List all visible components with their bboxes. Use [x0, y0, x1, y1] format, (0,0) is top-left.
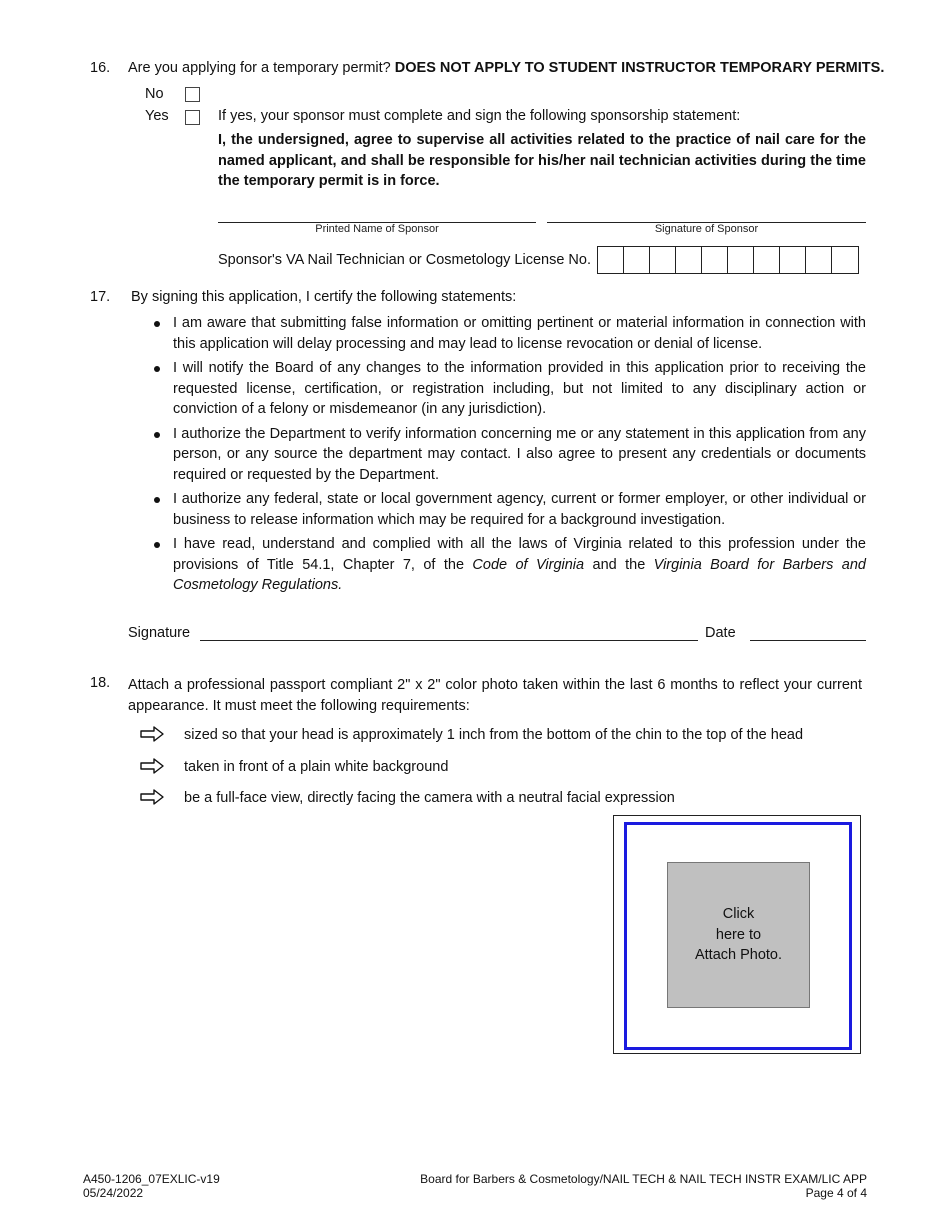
- no-label: No: [145, 86, 164, 102]
- date-label: Date: [705, 625, 736, 641]
- q18-number: 18.: [90, 675, 111, 691]
- certification-item: I am aware that submitting false information or omitting pertinent or material information in connection with this application will delay processing and may lead to license revocation or denial of license.: [150, 313, 866, 354]
- bullet-icon: [154, 366, 160, 372]
- bullet-icon: [154, 542, 160, 548]
- sponsorship-statement: I, the undersigned, agree to supervise all activities related to the practice of nail care for the named applicant, and shall be responsible for his/her nail technician activities during the time the temporary permit is in force.: [218, 132, 866, 189]
- certification-item: I authorize the Department to verify information concerning me or any statement in this application from any person, or any source the department may contact. I also agree to present any credentials or documents required or requested by the Department.: [150, 424, 866, 486]
- date-line[interactable]: [750, 640, 866, 641]
- attach-photo-button[interactable]: [667, 862, 810, 1008]
- license-digit-cell[interactable]: [624, 247, 650, 273]
- bullet-icon: [154, 321, 160, 327]
- license-digit-cell[interactable]: [702, 247, 728, 273]
- arrow-right-icon: [140, 726, 164, 742]
- photo-requirement: sized so that your head is approximately 1 inch from the bottom of the chin to the top of the head: [184, 727, 804, 743]
- footer-left: [83, 1172, 220, 1200]
- q16-question-text: Are you applying for a temporary permit?: [128, 60, 391, 76]
- license-digit-cell[interactable]: [598, 247, 624, 273]
- page-number: Page 4 of 4: [805, 1186, 867, 1200]
- certification-item: I authorize any federal, state or local government agency, current or former employer, or other individual or business to release information which may be required for a background investigation.: [150, 489, 866, 530]
- yes-note: If yes, your sponsor must complete and sign the following sponsorship statement:: [218, 108, 741, 124]
- yes-label: Yes: [145, 108, 169, 124]
- signature-label: Signature: [128, 625, 191, 641]
- q16-number: 16.: [90, 60, 111, 76]
- sponsor-signature-caption: Signature of Sponsor: [654, 223, 759, 235]
- applicant-signature-line[interactable]: [200, 640, 698, 641]
- certification-item: I have read, understand and complied with all the laws of Virginia related to this profession under the provisions of Title 54.1, Chapter 7, of the Code of Virginia and the Virginia Board for Barbers and Cosmetology Regulations.: [150, 534, 866, 596]
- q16-question-bold: DOES NOT APPLY TO STUDENT INSTRUCTOR TEMPORARY PERMITS.: [394, 60, 885, 76]
- footer-right: [420, 1172, 867, 1200]
- bullet-icon: [154, 497, 160, 503]
- sponsor-license-input[interactable]: [597, 246, 859, 274]
- license-digit-cell[interactable]: [728, 247, 754, 273]
- q17-intro: By signing this application, I certify the following statements:: [131, 289, 517, 305]
- sponsor-license-label: Sponsor's VA Nail Technician or Cosmetology License No.: [218, 252, 591, 268]
- arrow-right-icon: [140, 758, 164, 774]
- attach-photo-text-line: Attach Photo.: [694, 947, 783, 964]
- sponsor-printed-name-caption: Printed Name of Sponsor: [315, 223, 439, 235]
- license-digit-cell[interactable]: [650, 247, 676, 273]
- yes-checkbox[interactable]: [185, 110, 200, 125]
- attach-photo-text-line: here to: [715, 926, 762, 943]
- certification-list: [150, 313, 866, 600]
- arrow-right-icon: [140, 789, 164, 805]
- form-id: A450-1206_07EXLIC-v19: [83, 1172, 220, 1186]
- q18-text: Attach a professional passport compliant 2" x 2" color photo taken within the last 6 months to reflect your current appearance. It must meet the following requirements:: [128, 677, 862, 714]
- license-digit-cell[interactable]: [806, 247, 832, 273]
- license-digit-cell[interactable]: [780, 247, 806, 273]
- bullet-icon: [154, 432, 160, 438]
- license-digit-cell[interactable]: [832, 247, 858, 273]
- photo-requirement: taken in front of a plain white background: [184, 759, 449, 775]
- board-title: Board for Barbers & Cosmetology/NAIL TECH & NAIL TECH INSTR EXAM/LIC APP: [420, 1172, 867, 1186]
- license-digit-cell[interactable]: [676, 247, 702, 273]
- attach-photo-text-line: Click: [722, 906, 755, 923]
- no-checkbox[interactable]: [185, 87, 200, 102]
- q16-question: [128, 60, 888, 76]
- license-digit-cell[interactable]: [754, 247, 780, 273]
- photo-requirement: be a full-face view, directly facing the camera with a neutral facial expression: [184, 790, 675, 806]
- certification-item: I will notify the Board of any changes to the information provided in this application prior to receiving the requested license, certification, or registration including, but not limited to any disciplinary action or conviction of a felony or misdemeanor (in any jurisdiction).: [150, 358, 866, 420]
- q17-number: 17.: [90, 289, 111, 305]
- form-date: 05/24/2022: [83, 1186, 144, 1200]
